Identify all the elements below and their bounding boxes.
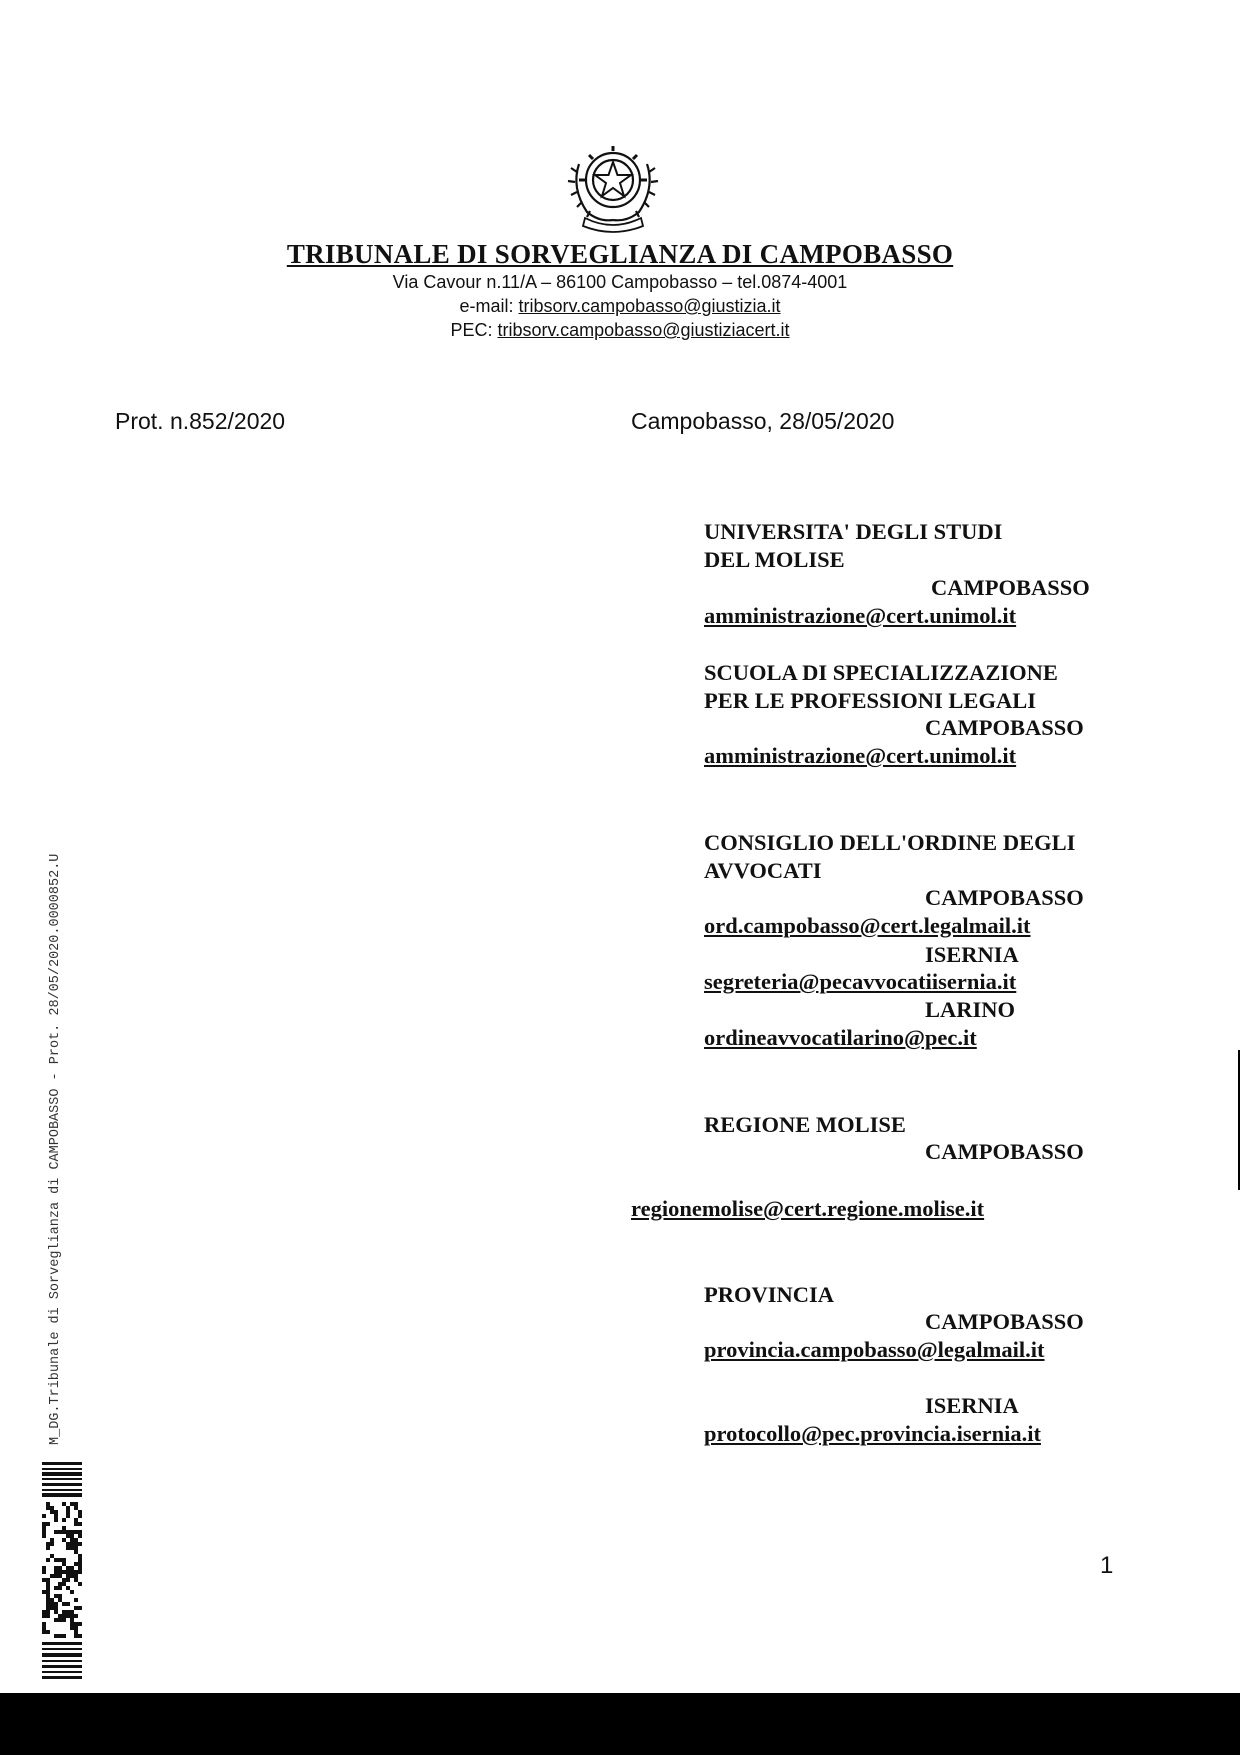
recipient-regione-email[interactable]: regionemolise@cert.regione.molise.it [631, 1196, 985, 1221]
recipient-ordine-city-campobasso: CAMPOBASSO [925, 885, 1084, 910]
recipient-ordine-email-isernia[interactable]: segreteria@pecavvocatiisernia.it [704, 969, 1017, 994]
court-email-line [0, 296, 1240, 317]
recipient-unimol-city: CAMPOBASSO [931, 575, 1090, 600]
recipient-unimol-name-2: DEL MOLISE [704, 547, 845, 572]
recipient-unimol-name-1: UNIVERSITA' DEGLI STUDI [704, 519, 1003, 544]
scan-bottom-border [0, 1693, 1240, 1755]
recipient-provincia-email-campobasso[interactable]: provincia.campobasso@legalmail.it [704, 1337, 1045, 1362]
recipient-provincia-name: PROVINCIA [704, 1282, 835, 1307]
page-number: 1 [1100, 1552, 1114, 1579]
court-address: Via Cavour n.11/A – 86100 Campobasso – tel.0874-4001 [392, 272, 848, 292]
barcode-icon [40, 1462, 84, 1680]
recipient-ordine-name-2: AVVOCATI [704, 858, 822, 883]
recipient-scuola-city: CAMPOBASSO [925, 715, 1084, 740]
place-date: Campobasso, 28/05/2020 [631, 408, 895, 434]
recipient-provincia-email-isernia[interactable]: protocollo@pec.provincia.isernia.it [704, 1421, 1041, 1446]
recipient-regione-name: REGIONE MOLISE [704, 1112, 906, 1137]
recipient-ordine-email-larino[interactable]: ordineavvocatilarino@pec.it [704, 1025, 977, 1050]
protocol-number: Prot. n.852/2020 [115, 408, 286, 434]
recipient-scuola-email[interactable]: amministrazione@cert.unimol.it [704, 743, 1017, 768]
recipient-provincia-city-isernia: ISERNIA [925, 1393, 1019, 1418]
recipient-provincia-city-campobasso: CAMPOBASSO [925, 1309, 1084, 1334]
recipient-scuola-name-1: SCUOLA DI SPECIALIZZAZIONE [704, 660, 1058, 685]
recipient-ordine-city-larino: LARINO [925, 997, 1016, 1022]
court-pec-line [0, 320, 1240, 341]
email-label: e-mail: [459, 296, 519, 316]
recipient-regione-city: CAMPOBASSO [925, 1139, 1084, 1164]
recipient-ordine-city-isernia: ISERNIA [925, 942, 1019, 967]
protocol-side-stamp: M_DG.Tribunale di Sorveglianza di CAMPOBASSO - Prot. 28/05/2020.0000852.U [48, 853, 63, 1445]
court-name: TRIBUNALE DI SORVEGLIANZA DI CAMPOBASSO [286, 239, 954, 269]
republic-emblem-icon [561, 140, 665, 234]
recipient-ordine-email-campobasso[interactable]: ord.campobasso@cert.legalmail.it [704, 913, 1031, 938]
recipient-unimol-email[interactable]: amministrazione@cert.unimol.it [704, 603, 1017, 628]
court-email-link[interactable]: tribsorv.campobasso@giustizia.it [518, 296, 781, 316]
pec-label: PEC: [450, 320, 498, 340]
recipient-scuola-name-2: PER LE PROFESSIONI LEGALI [704, 688, 1036, 713]
court-pec-link[interactable]: tribsorv.campobasso@giustiziacert.it [497, 320, 790, 340]
recipient-ordine-name-1: CONSIGLIO DELL'ORDINE DEGLI [704, 830, 1076, 855]
